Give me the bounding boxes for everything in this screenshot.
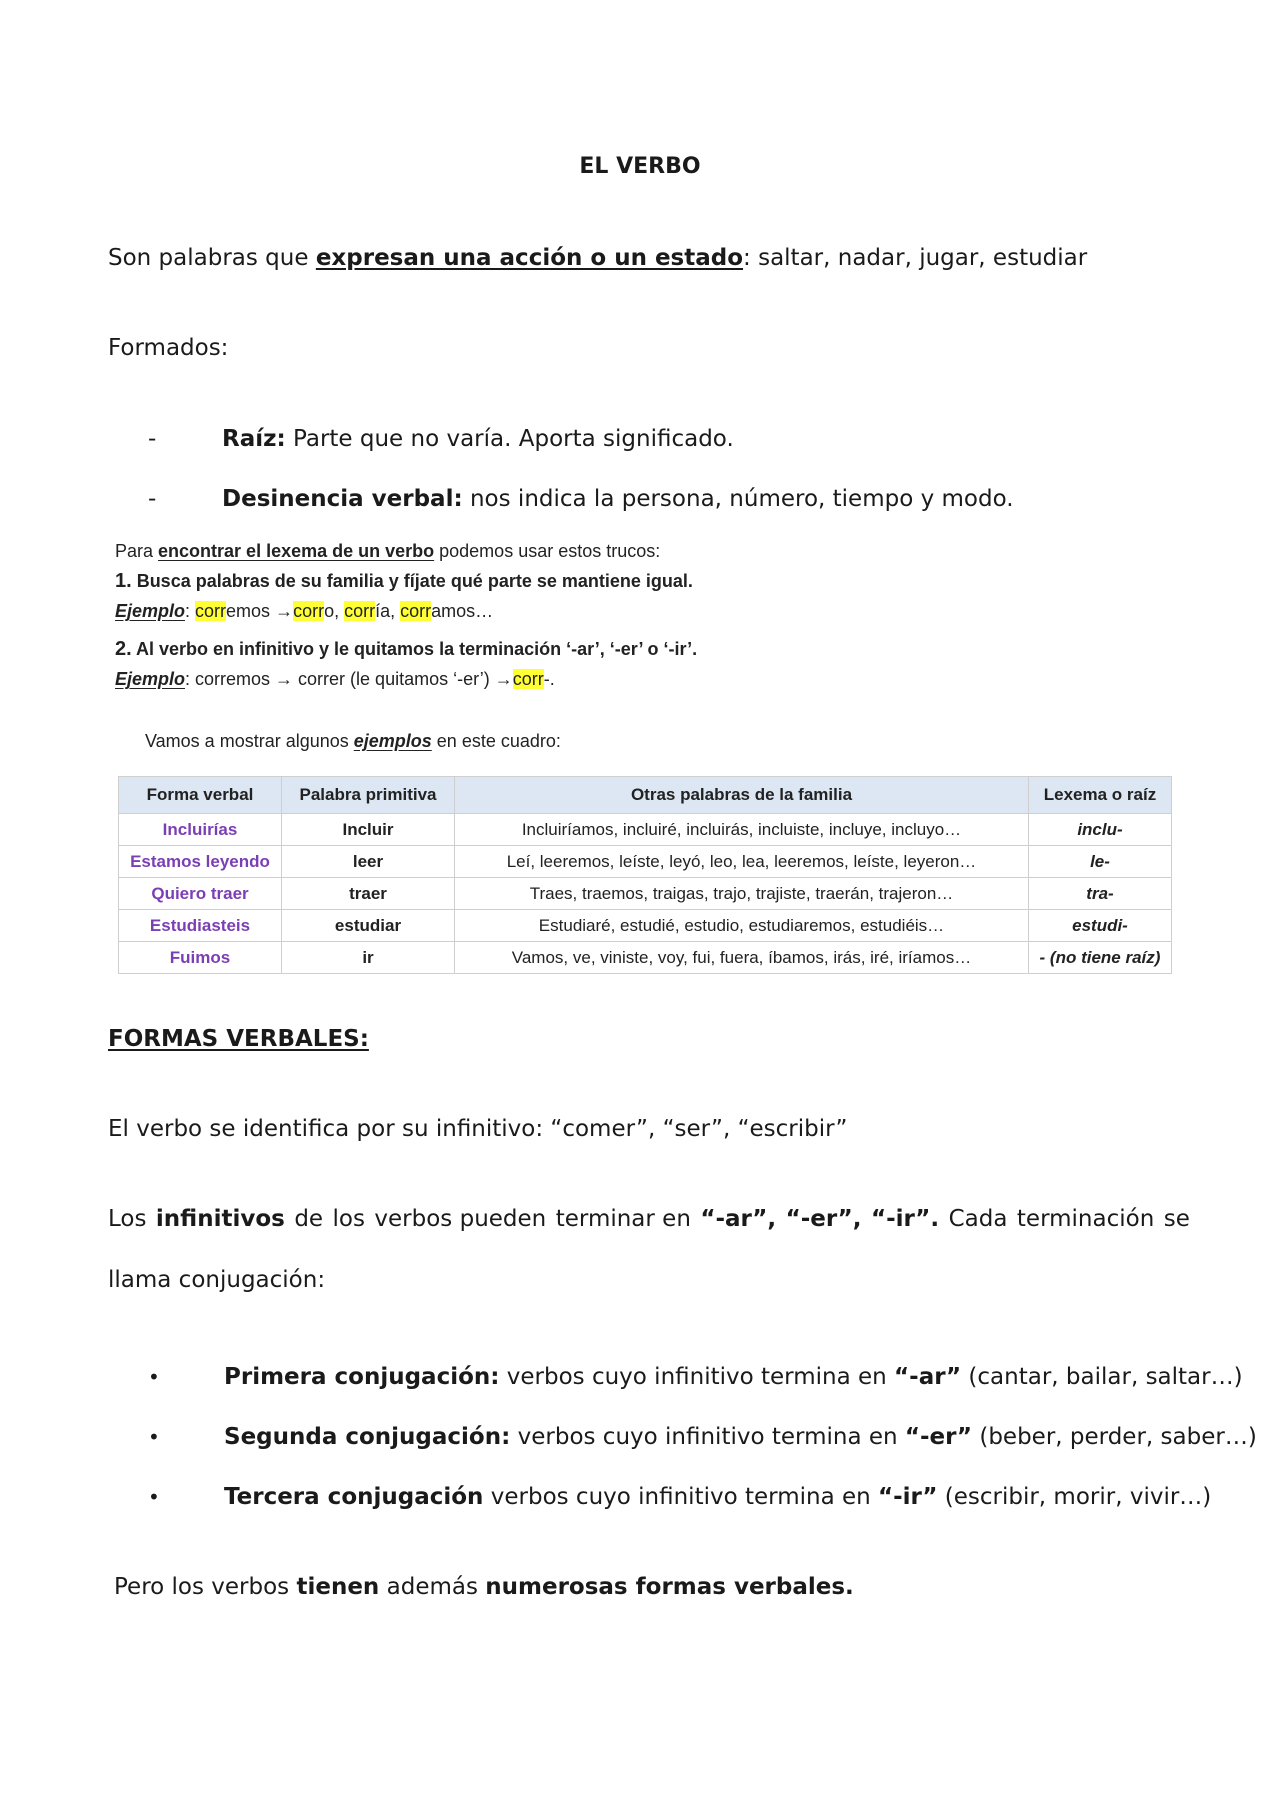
identifica-paragraph: El verbo se identifica por su infinitivo: “comer”, “ser”, “escribir”	[108, 1116, 848, 1142]
table-intro: Vamos a mostrar algunos ejemplos en este cuadro:	[145, 731, 561, 751]
tricks-figure	[115, 536, 1170, 756]
arrow-icon: →	[275, 601, 294, 621]
header-otras-palabras: Otras palabras de la familia	[455, 777, 1029, 814]
bullet-marker: •	[148, 1485, 160, 1509]
table-row: Fuimos ir Vamos, ve, viniste, voy, fui, fuera, íbamos, irás, iré, iríamos… - (no tiene raíz)	[119, 942, 1172, 974]
part-raiz: - Raíz: Parte que no varía. Aporta significado.	[148, 426, 734, 452]
arrow-icon: →	[275, 669, 294, 689]
trick-2-example: Ejemplo: corremos → correr (le quitamos ‘-er’) →corr-.	[115, 669, 555, 689]
table-row: Estudiasteis estudiar Estudiaré, estudié, estudio, estudiaremos, estudiéis… estudi-	[119, 910, 1172, 942]
trick-1-example: Ejemplo: corremos →corro, corría, corramos…	[115, 601, 494, 621]
table-row: Estamos leyendo leer Leí, leeremos, leíste, leyó, leo, lea, leeremos, leíste, leyeron… le-	[119, 846, 1172, 878]
final-paragraph: Pero los verbos tienen además numerosas formas verbales.	[114, 1574, 854, 1600]
conjugacion-primera: • Primera conjugación: verbos cuyo infinitivo termina en “-ar” (cantar, bailar, saltar…)	[148, 1364, 1243, 1390]
intro-emphasis: expresan una acción o un estado	[315, 245, 744, 271]
formados-label: Formados:	[108, 335, 229, 361]
dash-marker: -	[148, 426, 157, 452]
arrow-icon: →	[494, 669, 513, 689]
section-heading-formas: FORMAS VERBALES:	[108, 1026, 369, 1052]
trick-1: 1. Busca palabras de su familia y fíjate qué parte se mantiene igual.	[115, 570, 693, 592]
dash-marker: -	[148, 486, 157, 512]
table-row: Incluirías Incluir Incluiríamos, incluiré, incluirás, incluiste, incluye, incluyo… inclu-	[119, 814, 1172, 846]
verb-examples-table	[118, 776, 1172, 974]
infinitivos-line-1: Los infinitivos de los verbos pueden terminar en “-ar”, “-er”, “-ir”. Cada terminación se	[108, 1206, 1190, 1232]
tricks-intro: Para encontrar el lexema de un verbo podemos usar estos trucos:	[115, 541, 661, 561]
header-lexema: Lexema o raíz	[1029, 777, 1172, 814]
table-row: Quiero traer traer Traes, traemos, traigas, trajo, trajiste, traerán, trajeron… tra-	[119, 878, 1172, 910]
table-header-row	[119, 777, 1172, 814]
header-forma-verbal: Forma verbal	[119, 777, 282, 814]
header-palabra-primitiva: Palabra primitiva	[282, 777, 455, 814]
infinitivos-line-2: llama conjugación:	[108, 1267, 326, 1293]
bullet-marker: •	[148, 1425, 160, 1449]
intro-paragraph: Son palabras que expresan una acción o un estado: saltar, nadar, jugar, estudiar	[108, 245, 1088, 271]
conjugacion-tercera: • Tercera conjugación verbos cuyo infinitivo termina en “-ir” (escribir, morir, vivir…)	[148, 1484, 1212, 1510]
trick-2: 2. Al verbo en infinitivo y le quitamos la terminación ‘-ar’, ‘-er’ o ‘-ir’.	[115, 638, 698, 660]
part-desinencia: - Desinencia verbal: nos indica la persona, número, tiempo y modo.	[148, 486, 1014, 512]
bullet-marker: •	[148, 1365, 160, 1389]
conjugacion-segunda: • Segunda conjugación: verbos cuyo infinitivo termina en “-er” (beber, perder, saber…)	[148, 1424, 1257, 1450]
page-title: EL VERBO	[579, 154, 701, 179]
